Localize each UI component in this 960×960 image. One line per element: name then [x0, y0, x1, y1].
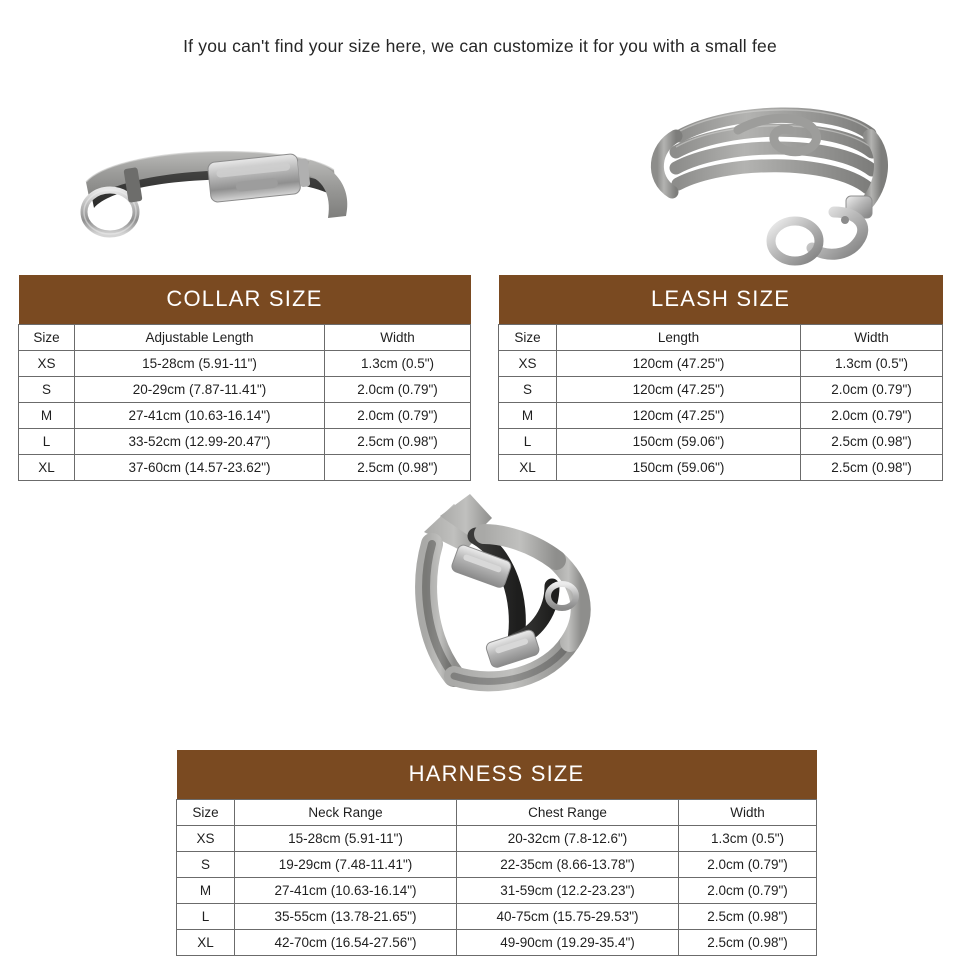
table-row [499, 377, 943, 403]
harness-cell-width-s: 2.0cm (0.79") [679, 852, 817, 878]
leash-table-header-row [499, 325, 943, 351]
harness-cell-size-xl: XL [177, 930, 235, 956]
collar-cell-size-l: L [19, 429, 75, 455]
leash-table-title: LEASH SIZE [499, 275, 943, 325]
harness-cell-width-m: 2.0cm (0.79") [679, 878, 817, 904]
table-row [499, 455, 943, 481]
collar-table-header-row [19, 325, 471, 351]
harness-product-image [380, 490, 630, 720]
harness-cell-chest-xl: 49-90cm (19.29-35.4") [457, 930, 679, 956]
leash-cell-size-s: S [499, 377, 557, 403]
collar-cell-length-xs: 15-28cm (5.91-11") [75, 351, 325, 377]
harness-header-chest: Chest Range [457, 800, 679, 826]
collar-cell-width-m: 2.0cm (0.79") [325, 403, 471, 429]
collar-cell-size-s: S [19, 377, 75, 403]
leash-cell-length-xs: 120cm (47.25") [557, 351, 801, 377]
table-row [499, 351, 943, 377]
collar-cell-width-l: 2.5cm (0.98") [325, 429, 471, 455]
table-row [19, 455, 471, 481]
harness-header-width: Width [679, 800, 817, 826]
harness-cell-neck-s: 19-29cm (7.48-11.41") [235, 852, 457, 878]
collar-cell-length-m: 27-41cm (10.63-16.14") [75, 403, 325, 429]
harness-cell-chest-s: 22-35cm (8.66-13.78") [457, 852, 679, 878]
leash-cell-width-m: 2.0cm (0.79") [801, 403, 943, 429]
collar-cell-width-xs: 1.3cm (0.5") [325, 351, 471, 377]
collar-header-length: Adjustable Length [75, 325, 325, 351]
table-row [177, 878, 817, 904]
leash-cell-length-s: 120cm (47.25") [557, 377, 801, 403]
table-row [177, 826, 817, 852]
leash-cell-length-l: 150cm (59.06") [557, 429, 801, 455]
leash-cell-size-m: M [499, 403, 557, 429]
leash-cell-width-xs: 1.3cm (0.5") [801, 351, 943, 377]
harness-cell-size-l: L [177, 904, 235, 930]
harness-cell-chest-xs: 20-32cm (7.8-12.6") [457, 826, 679, 852]
harness-cell-neck-m: 27-41cm (10.63-16.14") [235, 878, 457, 904]
harness-cell-neck-l: 35-55cm (13.78-21.65") [235, 904, 457, 930]
table-row [19, 351, 471, 377]
table-row [177, 904, 817, 930]
collar-cell-size-xs: XS [19, 351, 75, 377]
table-row [177, 930, 817, 956]
leash-cell-size-l: L [499, 429, 557, 455]
harness-cell-chest-l: 40-75cm (15.75-29.53") [457, 904, 679, 930]
leash-cell-length-xl: 150cm (59.06") [557, 455, 801, 481]
collar-size-table [18, 275, 471, 481]
collar-cell-size-m: M [19, 403, 75, 429]
harness-header-neck: Neck Range [235, 800, 457, 826]
table-row [499, 403, 943, 429]
collar-table-title: COLLAR SIZE [19, 275, 471, 325]
harness-cell-width-xs: 1.3cm (0.5") [679, 826, 817, 852]
harness-size-table [176, 750, 817, 956]
leash-product-image [620, 100, 930, 270]
leash-cell-width-xl: 2.5cm (0.98") [801, 455, 943, 481]
harness-cell-size-xs: XS [177, 826, 235, 852]
leash-cell-width-s: 2.0cm (0.79") [801, 377, 943, 403]
collar-cell-length-xl: 37-60cm (14.57-23.62") [75, 455, 325, 481]
leash-cell-length-m: 120cm (47.25") [557, 403, 801, 429]
harness-cell-width-l: 2.5cm (0.98") [679, 904, 817, 930]
leash-header-width: Width [801, 325, 943, 351]
collar-header-size: Size [19, 325, 75, 351]
collar-cell-width-s: 2.0cm (0.79") [325, 377, 471, 403]
leash-cell-size-xs: XS [499, 351, 557, 377]
leash-cell-width-l: 2.5cm (0.98") [801, 429, 943, 455]
harness-table-title-row [177, 750, 817, 800]
harness-cell-neck-xs: 15-28cm (5.91-11") [235, 826, 457, 852]
harness-cell-chest-m: 31-59cm (12.2-23.23") [457, 878, 679, 904]
leash-size-table [498, 275, 943, 481]
page-title: If you can't find your size here, we can customize it for you with a small fee [183, 36, 777, 56]
collar-cell-length-s: 20-29cm (7.87-11.41") [75, 377, 325, 403]
leash-table-title-row [499, 275, 943, 325]
harness-cell-neck-xl: 42-70cm (16.54-27.56") [235, 930, 457, 956]
table-row [177, 852, 817, 878]
collar-cell-length-l: 33-52cm (12.99-20.47") [75, 429, 325, 455]
collar-table-title-row [19, 275, 471, 325]
harness-cell-size-s: S [177, 852, 235, 878]
leash-header-size: Size [499, 325, 557, 351]
harness-table-title: HARNESS SIZE [177, 750, 817, 800]
harness-header-size: Size [177, 800, 235, 826]
table-row [19, 429, 471, 455]
leash-header-length: Length [557, 325, 801, 351]
collar-product-image [60, 130, 360, 250]
collar-cell-size-xl: XL [19, 455, 75, 481]
table-row [499, 429, 943, 455]
harness-cell-width-xl: 2.5cm (0.98") [679, 930, 817, 956]
collar-header-width: Width [325, 325, 471, 351]
table-row [19, 377, 471, 403]
harness-table-header-row [177, 800, 817, 826]
collar-cell-width-xl: 2.5cm (0.98") [325, 455, 471, 481]
leash-cell-size-xl: XL [499, 455, 557, 481]
table-row [19, 403, 471, 429]
harness-cell-size-m: M [177, 878, 235, 904]
